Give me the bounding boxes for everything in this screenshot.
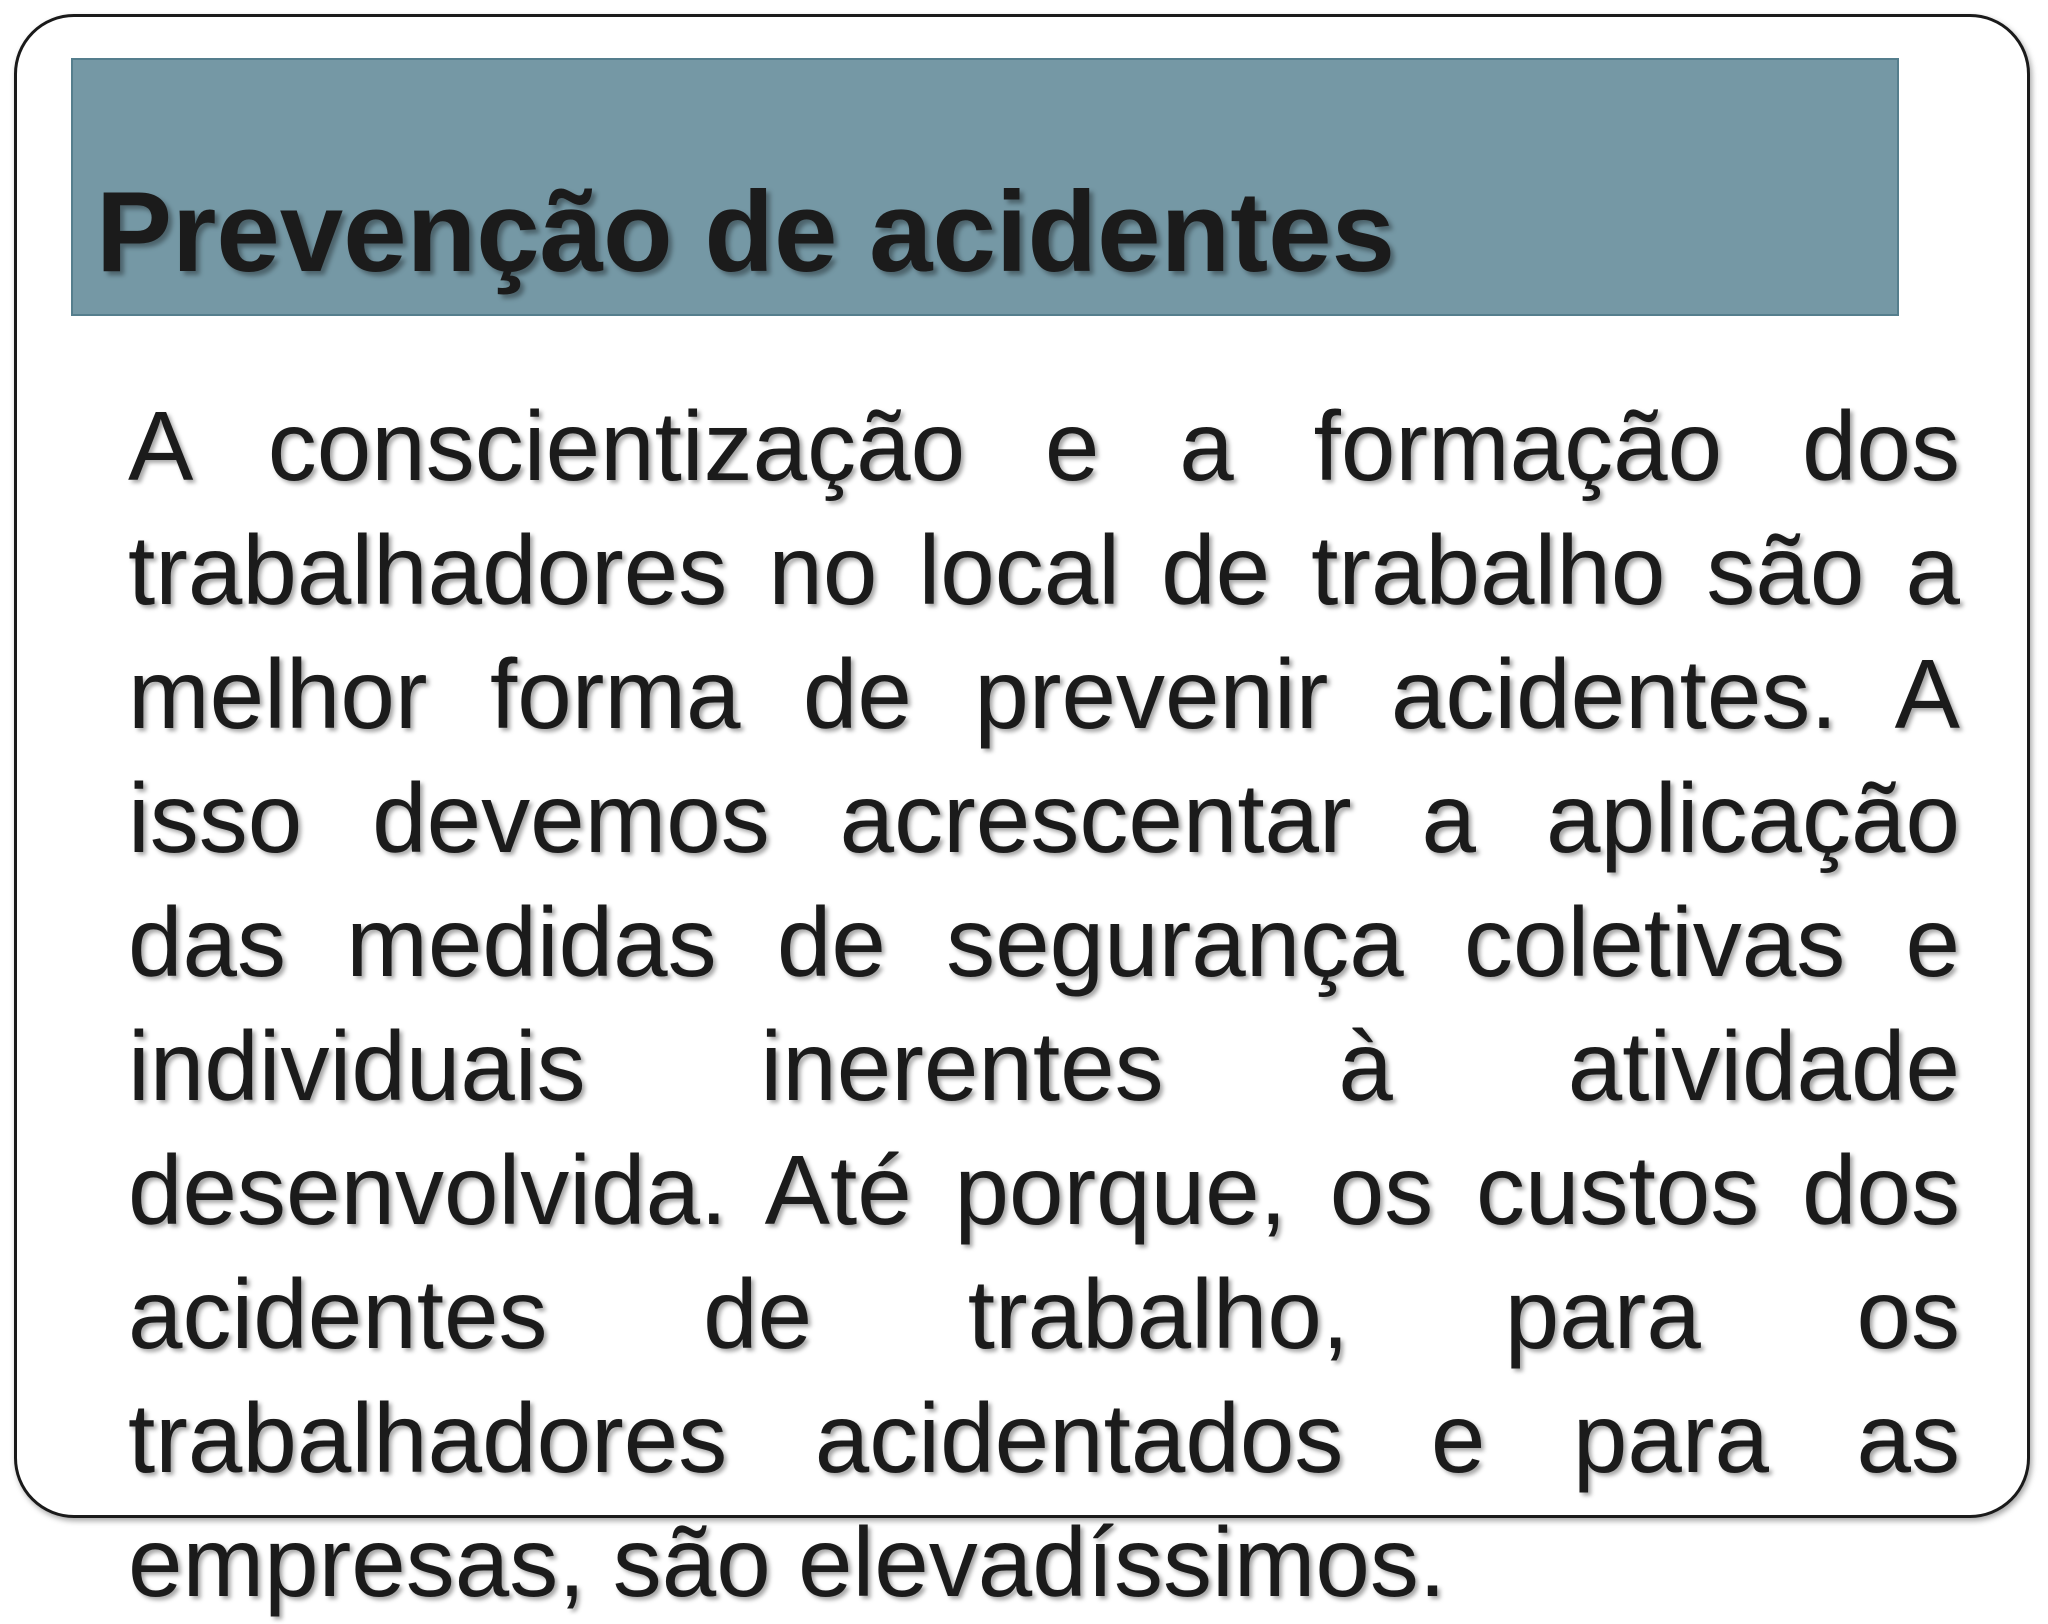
slide-body-text: A conscientização e a formação dos trabalhadores no local de trabalho são a melhor forma de prevenir acidentes. A isso devemos acrescentar a aplicação das medidas de segurança coletivas e individuais inerentes à atividade desenvolvida. Até porque, os custos dos acidentes de trabalho, para os trabalhadores acidentados e para as empresas, são elevadíssimos. (128, 391, 1960, 1617)
slide-title: Prevenção de acidentes (96, 169, 1395, 296)
